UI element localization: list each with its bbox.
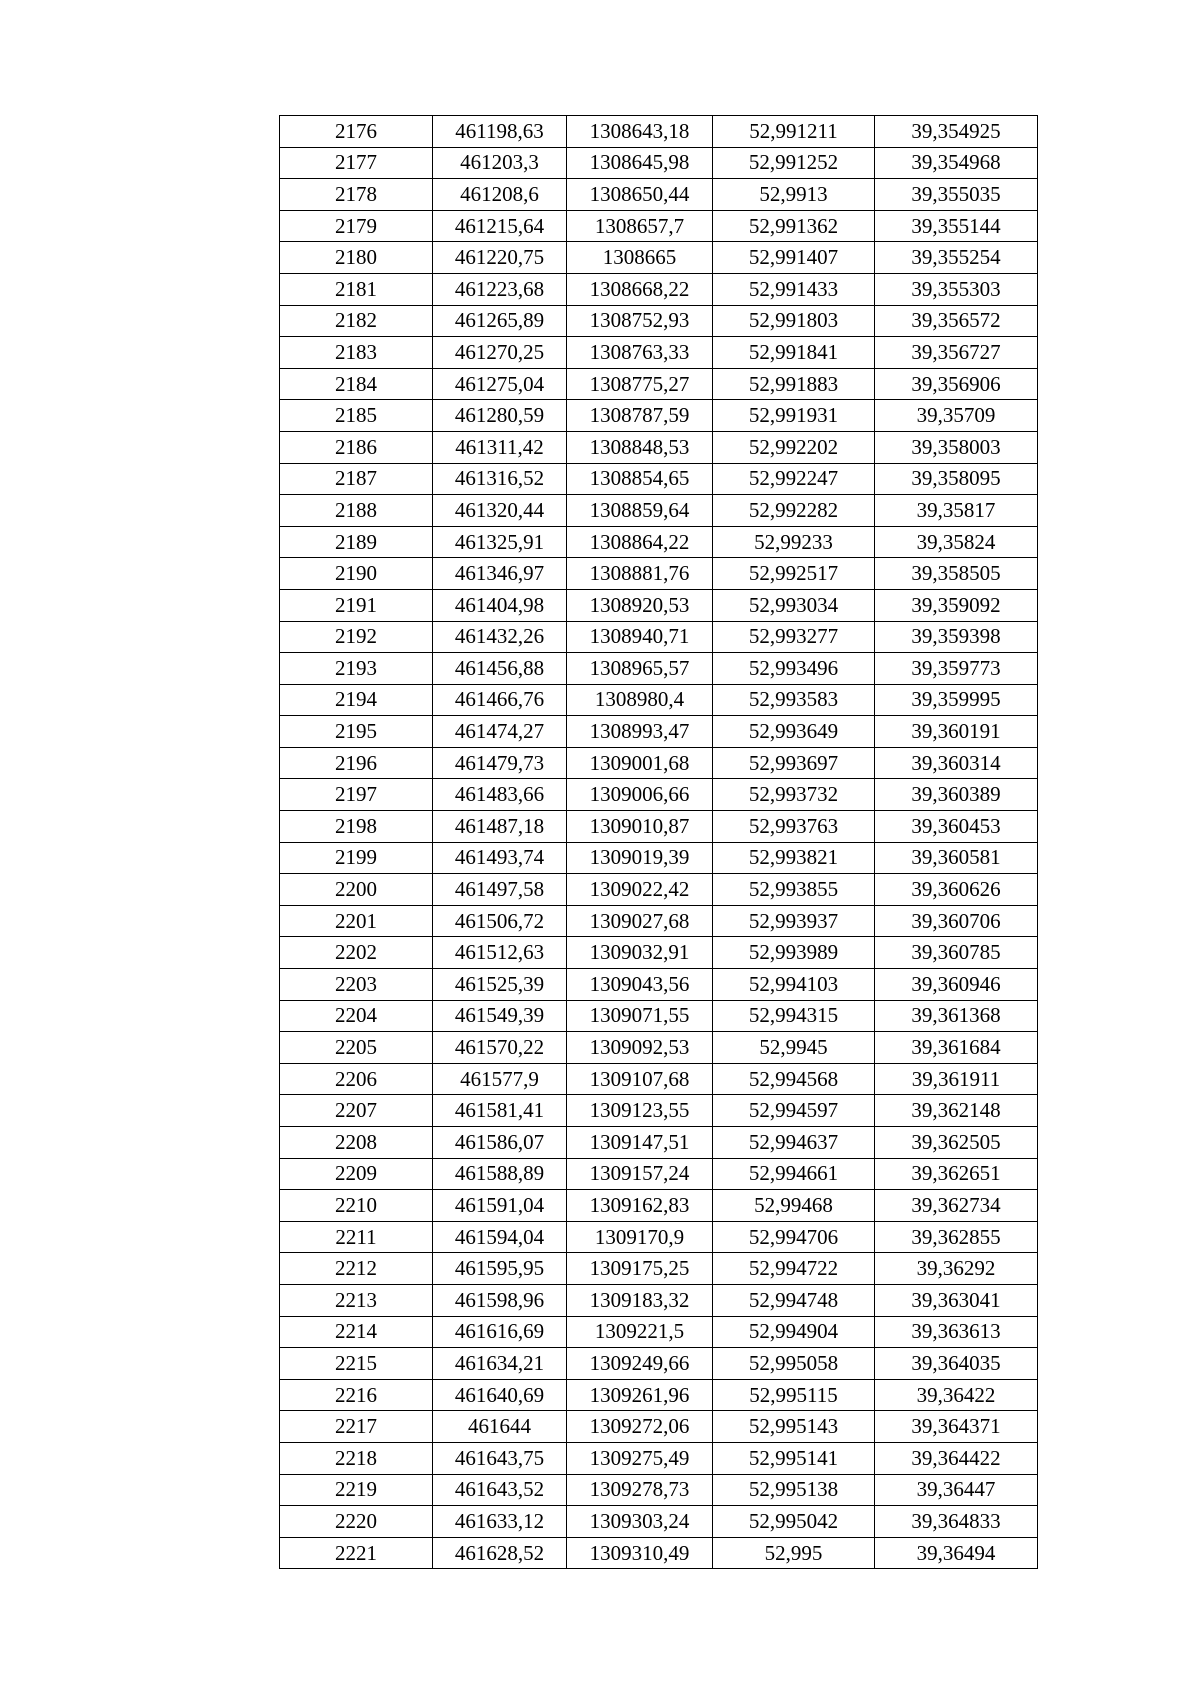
y-coordinate-cell: 1309147,51 — [567, 1127, 713, 1159]
table-row — [280, 1442, 1038, 1474]
y-coordinate-cell: 1309006,66 — [567, 779, 713, 811]
y-coordinate-cell: 1308787,59 — [567, 400, 713, 432]
latitude-cell: 52,993277 — [713, 621, 875, 653]
y-coordinate-cell: 1308965,57 — [567, 653, 713, 685]
point-number-cell: 2190 — [280, 558, 433, 590]
latitude-cell: 52,993583 — [713, 684, 875, 716]
x-coordinate-cell: 461493,74 — [433, 842, 567, 874]
point-number-cell: 2200 — [280, 874, 433, 906]
x-coordinate-cell: 461325,91 — [433, 526, 567, 558]
table-row — [280, 368, 1038, 400]
y-coordinate-cell: 1309275,49 — [567, 1442, 713, 1474]
latitude-cell: 52,991433 — [713, 273, 875, 305]
table-row — [280, 1095, 1038, 1127]
x-coordinate-cell: 461591,04 — [433, 1190, 567, 1222]
x-coordinate-cell: 461223,68 — [433, 273, 567, 305]
x-coordinate-cell: 461598,96 — [433, 1284, 567, 1316]
longitude-cell: 39,362505 — [875, 1127, 1038, 1159]
longitude-cell: 39,362148 — [875, 1095, 1038, 1127]
table-row — [280, 1063, 1038, 1095]
y-coordinate-cell: 1309107,68 — [567, 1063, 713, 1095]
latitude-cell: 52,991803 — [713, 305, 875, 337]
latitude-cell: 52,993697 — [713, 747, 875, 779]
latitude-cell: 52,994637 — [713, 1127, 875, 1159]
longitude-cell: 39,362734 — [875, 1190, 1038, 1222]
longitude-cell: 39,360453 — [875, 811, 1038, 843]
latitude-cell: 52,994661 — [713, 1158, 875, 1190]
x-coordinate-cell: 461643,75 — [433, 1442, 567, 1474]
y-coordinate-cell: 1309261,96 — [567, 1379, 713, 1411]
y-coordinate-cell: 1308854,65 — [567, 463, 713, 495]
table-row — [280, 431, 1038, 463]
table-row — [280, 273, 1038, 305]
x-coordinate-cell: 461512,63 — [433, 937, 567, 969]
point-number-cell: 2221 — [280, 1537, 433, 1569]
longitude-cell: 39,360946 — [875, 969, 1038, 1001]
table-row — [280, 905, 1038, 937]
longitude-cell: 39,358505 — [875, 558, 1038, 590]
longitude-cell: 39,364833 — [875, 1506, 1038, 1538]
y-coordinate-cell: 1308657,7 — [567, 210, 713, 242]
x-coordinate-cell: 461220,75 — [433, 242, 567, 274]
table-row — [280, 305, 1038, 337]
longitude-cell: 39,364035 — [875, 1348, 1038, 1380]
y-coordinate-cell: 1309071,55 — [567, 1000, 713, 1032]
table-row — [280, 589, 1038, 621]
point-number-cell: 2215 — [280, 1348, 433, 1380]
point-number-cell: 2197 — [280, 779, 433, 811]
y-coordinate-cell: 1309022,42 — [567, 874, 713, 906]
y-coordinate-cell: 1308645,98 — [567, 147, 713, 179]
point-number-cell: 2205 — [280, 1032, 433, 1064]
latitude-cell: 52,994597 — [713, 1095, 875, 1127]
table-row — [280, 526, 1038, 558]
y-coordinate-cell: 1309032,91 — [567, 937, 713, 969]
x-coordinate-cell: 461456,88 — [433, 653, 567, 685]
table-row — [280, 116, 1038, 148]
x-coordinate-cell: 461466,76 — [433, 684, 567, 716]
y-coordinate-cell: 1308993,47 — [567, 716, 713, 748]
longitude-cell: 39,358095 — [875, 463, 1038, 495]
y-coordinate-cell: 1308650,44 — [567, 179, 713, 211]
longitude-cell: 39,355303 — [875, 273, 1038, 305]
y-coordinate-cell: 1309043,56 — [567, 969, 713, 1001]
latitude-cell: 52,993989 — [713, 937, 875, 969]
longitude-cell: 39,359398 — [875, 621, 1038, 653]
longitude-cell: 39,360706 — [875, 905, 1038, 937]
y-coordinate-cell: 1309123,55 — [567, 1095, 713, 1127]
latitude-cell: 52,991883 — [713, 368, 875, 400]
latitude-cell: 52,992282 — [713, 495, 875, 527]
longitude-cell: 39,355035 — [875, 179, 1038, 211]
y-coordinate-cell: 1309092,53 — [567, 1032, 713, 1064]
longitude-cell: 39,361911 — [875, 1063, 1038, 1095]
table-row — [280, 716, 1038, 748]
longitude-cell: 39,363613 — [875, 1316, 1038, 1348]
y-coordinate-cell: 1309310,49 — [567, 1537, 713, 1569]
latitude-cell: 52,993034 — [713, 589, 875, 621]
latitude-cell: 52,9945 — [713, 1032, 875, 1064]
longitude-cell: 39,364371 — [875, 1411, 1038, 1443]
table-row — [280, 1348, 1038, 1380]
x-coordinate-cell: 461497,58 — [433, 874, 567, 906]
point-number-cell: 2186 — [280, 431, 433, 463]
point-number-cell: 2183 — [280, 337, 433, 369]
longitude-cell: 39,360314 — [875, 747, 1038, 779]
table-row — [280, 684, 1038, 716]
table-row — [280, 747, 1038, 779]
y-coordinate-cell: 1309278,73 — [567, 1474, 713, 1506]
latitude-cell: 52,994748 — [713, 1284, 875, 1316]
x-coordinate-cell: 461634,21 — [433, 1348, 567, 1380]
y-coordinate-cell: 1308980,4 — [567, 684, 713, 716]
table-row — [280, 495, 1038, 527]
x-coordinate-cell: 461549,39 — [433, 1000, 567, 1032]
longitude-cell: 39,360191 — [875, 716, 1038, 748]
point-number-cell: 2180 — [280, 242, 433, 274]
x-coordinate-cell: 461595,95 — [433, 1253, 567, 1285]
point-number-cell: 2187 — [280, 463, 433, 495]
latitude-cell: 52,995138 — [713, 1474, 875, 1506]
point-number-cell: 2206 — [280, 1063, 433, 1095]
x-coordinate-cell: 461644 — [433, 1411, 567, 1443]
longitude-cell: 39,362855 — [875, 1221, 1038, 1253]
table-row — [280, 1221, 1038, 1253]
point-number-cell: 2182 — [280, 305, 433, 337]
longitude-cell: 39,36292 — [875, 1253, 1038, 1285]
x-coordinate-cell: 461316,52 — [433, 463, 567, 495]
point-number-cell: 2216 — [280, 1379, 433, 1411]
point-number-cell: 2220 — [280, 1506, 433, 1538]
latitude-cell: 52,992247 — [713, 463, 875, 495]
table-row — [280, 1032, 1038, 1064]
latitude-cell: 52,9913 — [713, 179, 875, 211]
table-row — [280, 1474, 1038, 1506]
point-number-cell: 2204 — [280, 1000, 433, 1032]
y-coordinate-cell: 1309162,83 — [567, 1190, 713, 1222]
table-row — [280, 842, 1038, 874]
table-row — [280, 179, 1038, 211]
point-number-cell: 2189 — [280, 526, 433, 558]
x-coordinate-cell: 461280,59 — [433, 400, 567, 432]
table-row — [280, 400, 1038, 432]
x-coordinate-cell: 461474,27 — [433, 716, 567, 748]
latitude-cell: 52,993763 — [713, 811, 875, 843]
latitude-cell: 52,995141 — [713, 1442, 875, 1474]
x-coordinate-cell: 461404,98 — [433, 589, 567, 621]
latitude-cell: 52,994315 — [713, 1000, 875, 1032]
x-coordinate-cell: 461270,25 — [433, 337, 567, 369]
y-coordinate-cell: 1308864,22 — [567, 526, 713, 558]
x-coordinate-cell: 461311,42 — [433, 431, 567, 463]
x-coordinate-cell: 461506,72 — [433, 905, 567, 937]
longitude-cell: 39,36494 — [875, 1537, 1038, 1569]
longitude-cell: 39,356906 — [875, 368, 1038, 400]
point-number-cell: 2209 — [280, 1158, 433, 1190]
table-row — [280, 1506, 1038, 1538]
y-coordinate-cell: 1309001,68 — [567, 747, 713, 779]
longitude-cell: 39,364422 — [875, 1442, 1038, 1474]
x-coordinate-cell: 461588,89 — [433, 1158, 567, 1190]
latitude-cell: 52,991841 — [713, 337, 875, 369]
x-coordinate-cell: 461265,89 — [433, 305, 567, 337]
longitude-cell: 39,35709 — [875, 400, 1038, 432]
point-number-cell: 2184 — [280, 368, 433, 400]
point-number-cell: 2188 — [280, 495, 433, 527]
point-number-cell: 2181 — [280, 273, 433, 305]
point-number-cell: 2217 — [280, 1411, 433, 1443]
y-coordinate-cell: 1309303,24 — [567, 1506, 713, 1538]
point-number-cell: 2203 — [280, 969, 433, 1001]
y-coordinate-cell: 1309249,66 — [567, 1348, 713, 1380]
point-number-cell: 2212 — [280, 1253, 433, 1285]
longitude-cell: 39,355254 — [875, 242, 1038, 274]
x-coordinate-cell: 461577,9 — [433, 1063, 567, 1095]
longitude-cell: 39,354925 — [875, 116, 1038, 148]
y-coordinate-cell: 1309157,24 — [567, 1158, 713, 1190]
longitude-cell: 39,354968 — [875, 147, 1038, 179]
x-coordinate-cell: 461346,97 — [433, 558, 567, 590]
point-number-cell: 2198 — [280, 811, 433, 843]
latitude-cell: 52,994722 — [713, 1253, 875, 1285]
point-number-cell: 2178 — [280, 179, 433, 211]
x-coordinate-cell: 461483,66 — [433, 779, 567, 811]
y-coordinate-cell: 1309010,87 — [567, 811, 713, 843]
table-row — [280, 779, 1038, 811]
longitude-cell: 39,360581 — [875, 842, 1038, 874]
table-row — [280, 242, 1038, 274]
longitude-cell: 39,356572 — [875, 305, 1038, 337]
latitude-cell: 52,993649 — [713, 716, 875, 748]
latitude-cell: 52,991211 — [713, 116, 875, 148]
longitude-cell: 39,360626 — [875, 874, 1038, 906]
y-coordinate-cell: 1308881,76 — [567, 558, 713, 590]
x-coordinate-cell: 461643,52 — [433, 1474, 567, 1506]
point-number-cell: 2218 — [280, 1442, 433, 1474]
table-row — [280, 210, 1038, 242]
latitude-cell: 52,991407 — [713, 242, 875, 274]
y-coordinate-cell: 1308848,53 — [567, 431, 713, 463]
y-coordinate-cell: 1308763,33 — [567, 337, 713, 369]
latitude-cell: 52,993855 — [713, 874, 875, 906]
y-coordinate-cell: 1308752,93 — [567, 305, 713, 337]
latitude-cell: 52,993937 — [713, 905, 875, 937]
table-row — [280, 1379, 1038, 1411]
x-coordinate-cell: 461215,64 — [433, 210, 567, 242]
latitude-cell: 52,993732 — [713, 779, 875, 811]
longitude-cell: 39,35824 — [875, 526, 1038, 558]
longitude-cell: 39,35817 — [875, 495, 1038, 527]
y-coordinate-cell: 1309175,25 — [567, 1253, 713, 1285]
point-number-cell: 2202 — [280, 937, 433, 969]
longitude-cell: 39,362651 — [875, 1158, 1038, 1190]
longitude-cell: 39,358003 — [875, 431, 1038, 463]
table-row — [280, 558, 1038, 590]
point-number-cell: 2176 — [280, 116, 433, 148]
latitude-cell: 52,991252 — [713, 147, 875, 179]
table-row — [280, 1190, 1038, 1222]
latitude-cell: 52,995058 — [713, 1348, 875, 1380]
point-number-cell: 2210 — [280, 1190, 433, 1222]
point-number-cell: 2211 — [280, 1221, 433, 1253]
latitude-cell: 52,994568 — [713, 1063, 875, 1095]
latitude-cell: 52,994103 — [713, 969, 875, 1001]
y-coordinate-cell: 1309221,5 — [567, 1316, 713, 1348]
table-row — [280, 1316, 1038, 1348]
x-coordinate-cell: 461208,6 — [433, 179, 567, 211]
table-row — [280, 653, 1038, 685]
latitude-cell: 52,993821 — [713, 842, 875, 874]
table-row — [280, 874, 1038, 906]
table-row — [280, 937, 1038, 969]
y-coordinate-cell: 1308643,18 — [567, 116, 713, 148]
latitude-cell: 52,994706 — [713, 1221, 875, 1253]
table-row — [280, 811, 1038, 843]
point-number-cell: 2214 — [280, 1316, 433, 1348]
point-number-cell: 2208 — [280, 1127, 433, 1159]
point-number-cell: 2194 — [280, 684, 433, 716]
point-number-cell: 2193 — [280, 653, 433, 685]
point-number-cell: 2201 — [280, 905, 433, 937]
point-number-cell: 2185 — [280, 400, 433, 432]
latitude-cell: 52,99233 — [713, 526, 875, 558]
y-coordinate-cell: 1308775,27 — [567, 368, 713, 400]
y-coordinate-cell: 1308665 — [567, 242, 713, 274]
point-number-cell: 2177 — [280, 147, 433, 179]
latitude-cell: 52,995 — [713, 1537, 875, 1569]
table-row — [280, 1127, 1038, 1159]
x-coordinate-cell: 461479,73 — [433, 747, 567, 779]
table-row — [280, 969, 1038, 1001]
table-row — [280, 1411, 1038, 1443]
point-number-cell: 2219 — [280, 1474, 433, 1506]
x-coordinate-cell: 461320,44 — [433, 495, 567, 527]
latitude-cell: 52,991362 — [713, 210, 875, 242]
x-coordinate-cell: 461432,26 — [433, 621, 567, 653]
point-number-cell: 2196 — [280, 747, 433, 779]
x-coordinate-cell: 461616,69 — [433, 1316, 567, 1348]
latitude-cell: 52,991931 — [713, 400, 875, 432]
x-coordinate-cell: 461594,04 — [433, 1221, 567, 1253]
latitude-cell: 52,993496 — [713, 653, 875, 685]
longitude-cell: 39,361368 — [875, 1000, 1038, 1032]
longitude-cell: 39,363041 — [875, 1284, 1038, 1316]
point-number-cell: 2207 — [280, 1095, 433, 1127]
longitude-cell: 39,36422 — [875, 1379, 1038, 1411]
x-coordinate-cell: 461275,04 — [433, 368, 567, 400]
longitude-cell: 39,355144 — [875, 210, 1038, 242]
longitude-cell: 39,359995 — [875, 684, 1038, 716]
latitude-cell: 52,99468 — [713, 1190, 875, 1222]
table-row — [280, 463, 1038, 495]
x-coordinate-cell: 461203,3 — [433, 147, 567, 179]
table-row — [280, 147, 1038, 179]
table-row — [280, 1253, 1038, 1285]
point-number-cell: 2199 — [280, 842, 433, 874]
y-coordinate-cell: 1309027,68 — [567, 905, 713, 937]
y-coordinate-cell: 1309170,9 — [567, 1221, 713, 1253]
longitude-cell: 39,356727 — [875, 337, 1038, 369]
latitude-cell: 52,992517 — [713, 558, 875, 590]
x-coordinate-cell: 461628,52 — [433, 1537, 567, 1569]
point-number-cell: 2179 — [280, 210, 433, 242]
table-row — [280, 1284, 1038, 1316]
point-number-cell: 2195 — [280, 716, 433, 748]
longitude-cell: 39,36447 — [875, 1474, 1038, 1506]
y-coordinate-cell: 1308859,64 — [567, 495, 713, 527]
latitude-cell: 52,995143 — [713, 1411, 875, 1443]
x-coordinate-cell: 461640,69 — [433, 1379, 567, 1411]
y-coordinate-cell: 1309183,32 — [567, 1284, 713, 1316]
y-coordinate-cell: 1308668,22 — [567, 273, 713, 305]
latitude-cell: 52,995042 — [713, 1506, 875, 1538]
y-coordinate-cell: 1309272,06 — [567, 1411, 713, 1443]
point-number-cell: 2192 — [280, 621, 433, 653]
table-row — [280, 337, 1038, 369]
table-row — [280, 621, 1038, 653]
y-coordinate-cell: 1308940,71 — [567, 621, 713, 653]
table-row — [280, 1158, 1038, 1190]
longitude-cell: 39,360389 — [875, 779, 1038, 811]
coordinates-table-body — [280, 116, 1038, 1569]
x-coordinate-cell: 461570,22 — [433, 1032, 567, 1064]
coordinates-table — [279, 115, 1038, 1569]
latitude-cell: 52,994904 — [713, 1316, 875, 1348]
y-coordinate-cell: 1309019,39 — [567, 842, 713, 874]
point-number-cell: 2213 — [280, 1284, 433, 1316]
x-coordinate-cell: 461525,39 — [433, 969, 567, 1001]
table-row — [280, 1537, 1038, 1569]
x-coordinate-cell: 461198,63 — [433, 116, 567, 148]
longitude-cell: 39,359092 — [875, 589, 1038, 621]
x-coordinate-cell: 461586,07 — [433, 1127, 567, 1159]
longitude-cell: 39,360785 — [875, 937, 1038, 969]
point-number-cell: 2191 — [280, 589, 433, 621]
latitude-cell: 52,992202 — [713, 431, 875, 463]
y-coordinate-cell: 1308920,53 — [567, 589, 713, 621]
table-row — [280, 1000, 1038, 1032]
longitude-cell: 39,359773 — [875, 653, 1038, 685]
longitude-cell: 39,361684 — [875, 1032, 1038, 1064]
x-coordinate-cell: 461581,41 — [433, 1095, 567, 1127]
latitude-cell: 52,995115 — [713, 1379, 875, 1411]
x-coordinate-cell: 461487,18 — [433, 811, 567, 843]
x-coordinate-cell: 461633,12 — [433, 1506, 567, 1538]
